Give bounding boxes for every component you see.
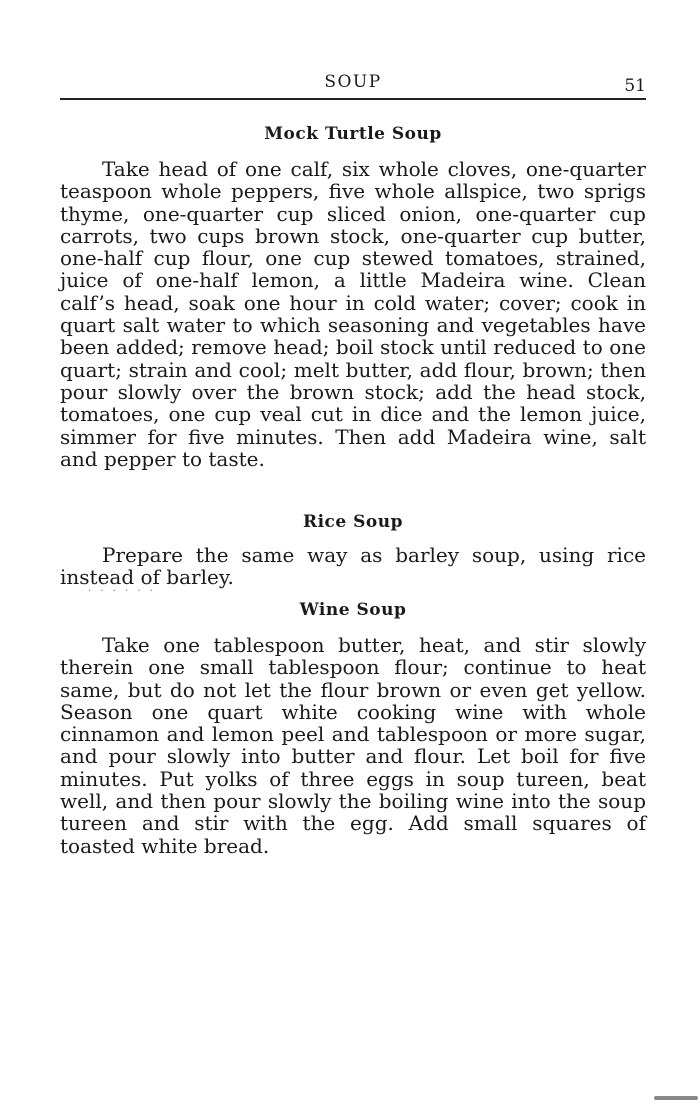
section-title-wine-soup: Wine Soup — [299, 600, 407, 620]
recipe-text-wine-soup: Take one tablespoon butter, heat, and stir slowly therein one small tablespoon flour; continue to heat same, but do not let the flour brown or even get yellow. Season one quart white cooking wine with whole cinnamon and lemon peel and tablespoon or more sugar, and pour slowly into butter and flour. Let boil for five minutes. Put yolks of three eggs in soup tureen, beat well, and then pour slowly the boiling wine into the soup tureen and stir with the egg. Add small squares of toasted white bread. — [60, 633, 646, 858]
header-rule — [60, 98, 646, 100]
scan-corner-mark — [654, 1096, 698, 1100]
section-title-rice-soup: Rice Soup — [302, 512, 404, 532]
print-specks: · · · · · · — [88, 586, 156, 597]
recipe-text-mock-turtle-soup: Take head of one calf, six whole cloves, one-quarter teaspoon whole peppers, five whole allspice, two sprigs thyme, one-quarter cup sliced onion, one-quarter cup carrots, two cups brown stock, one-quarter cup butter, one-half cup flour, one cup stewed tomatoes, strained, juice of one-half lemon, a little Madeira wine. Clean calf’s head, soak one hour in cold water; cover; cook in quart salt water to which seasoning and vegetables have been added; remove head; boil stock until reduced to one quart; strain and cool; melt butter, add flour, brown; then pour slowly over the brown stock; add the head stock, tomatoes, one cup veal cut in dice and the lemon juice, simmer for five minutes. Then add Madeira wine, salt and pepper to taste. — [60, 157, 646, 471]
section-title-mock-turtle-soup: Mock Turtle Soup — [264, 124, 442, 144]
page-number: 51 — [624, 76, 646, 96]
running-title: SOUP — [324, 72, 382, 92]
recipe-text-rice-soup: Prepare the same way as barley soup, using rice instead of barley. — [60, 543, 646, 590]
running-head — [60, 72, 646, 96]
